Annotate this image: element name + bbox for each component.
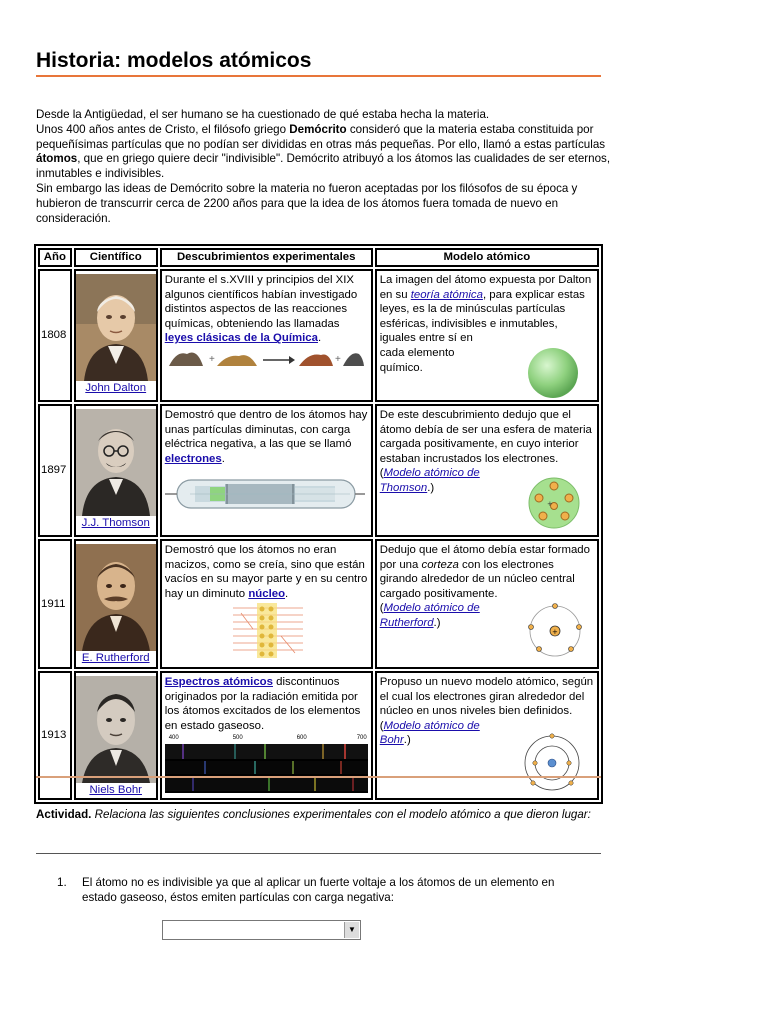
spectrum-tick-label: 700 [356, 735, 367, 742]
model-cell [375, 539, 599, 669]
activity-text: Relaciona las siguientes conclusiones experimentales con el modelo atómico a que dieron lugar: [91, 808, 591, 821]
model-text: Propuso un nuevo modelo atómico, según el cual los electrones giran alrededor del núcleo en unos niveles bien definidos. [379, 676, 594, 718]
page-title: Historia: modelos atómicos [36, 49, 312, 72]
model-cell [375, 671, 599, 800]
table-row [38, 269, 599, 402]
cathode-ray-tube-image [165, 472, 365, 516]
thomson-portrait-image [76, 409, 156, 516]
thomson-model-image [527, 476, 581, 530]
discovery-cell [160, 269, 373, 402]
scientist-link-rutherford[interactable]: E. Rutherford [81, 652, 150, 664]
scientist-link-bohr[interactable]: Niels Bohr [89, 784, 142, 796]
spectrum-tick-label: 600 [296, 735, 307, 742]
bohr-model-image [521, 733, 583, 793]
activity-instructions [36, 807, 596, 822]
model-text: Dedujo que el átomo debía estar formado por una corteza con los electrones girando alrededor de un núcleo central cargado positivamente. [379, 544, 590, 600]
year-cell: 1897 [38, 404, 72, 537]
discovery-cell [160, 539, 373, 669]
intro-paragraph-3: Sin embargo las ideas de Demócrito sobre la materia no fueron aceptadas por los filósofos de su época y hubieron de transcurrir cerca de 2200 años para que la idea de los átomos fuera tomada de nuevo en consideración. [36, 181, 578, 225]
discovery-text: Espectros atómicos discontinuos originados por la radiación emitida por los átomos excitados de los elementos en estado gaseoso. [164, 676, 361, 732]
rutherford-model-image [527, 603, 583, 659]
atomic-models-table [34, 244, 603, 804]
intro-text [36, 108, 611, 226]
title-divider [36, 75, 601, 77]
scientist-cell [74, 539, 158, 669]
question-text: El átomo no es indivisible ya que al aplicar un fuerte voltaje a los átomos de un elemento en estado gaseoso, éstos emiten partículas con carga negativa: [82, 876, 555, 904]
gold-foil-experiment-image [233, 603, 303, 658]
intro-paragraph-1: Desde la Antigüedad, el ser humano se ha cuestionado de qué estaba hecha la materia. [36, 108, 490, 121]
scientist-cell [74, 671, 158, 800]
year-cell: 1913 [38, 671, 72, 800]
chemical-reaction-image [165, 346, 365, 368]
model-text: De este descubrimiento dedujo que el átomo debía de ser una esfera de materia cargada positivamente, en cuyo interior estaban incrustados los electrones. [379, 409, 592, 465]
model-link-line: (Modelo atómico de Rutherford.) [379, 602, 480, 629]
svg-text:+: + [208, 353, 215, 365]
header-discoveries: Descubrimientos experimentales [160, 248, 373, 267]
discovery-cell [160, 404, 373, 537]
spectrum-scale [165, 735, 368, 744]
header-year: Año [38, 248, 72, 267]
atomic-spectra-link[interactable]: Espectros atómicos [164, 676, 273, 688]
header-scientist: Científico [74, 248, 158, 267]
atomic-spectrum [165, 735, 368, 793]
spectrum-tick-label: 500 [232, 735, 243, 742]
table-row [38, 404, 599, 537]
activity-label: Actividad. [36, 808, 92, 821]
answer-select-1[interactable] [162, 920, 361, 940]
year-cell: 1808 [38, 269, 72, 402]
scientist-link-dalton[interactable]: John Dalton [85, 382, 147, 394]
intro-paragraph-2: Unos 400 años antes de Cristo, el filósofo griego Demócrito consideró que la materia estaba constituida por pequeñísimas partículas que no podían ser divididas en otras más pequeñas. Por ello, llamó a estas partículas átomos, que en griego quiere decir "indivisible". Demócrito atribuyó a los átomos las cualidades de ser eternos, inmutables e indivisibles. [36, 122, 611, 181]
year-cell: 1911 [38, 539, 72, 669]
chevron-down-icon[interactable]: ▼ [344, 922, 359, 938]
atomic-theory-link[interactable]: teoría atómica [410, 288, 483, 301]
model-link-line: (Modelo atómico de Thomson.) [379, 467, 480, 494]
rutherford-portrait-image [76, 544, 156, 651]
table-row [38, 671, 599, 800]
model-link-line: (Modelo atómico de Bohr.) [379, 719, 480, 747]
bohr-portrait-image [76, 676, 156, 783]
model-cell [375, 404, 599, 537]
svg-text:+: + [334, 353, 341, 365]
header-model: Modelo atómico [375, 248, 599, 267]
discovery-text: Durante el s.XVIII y principios del XIX algunos científicos habían investigado distintos aspectos de las reacciones químicas, obteniendo las llamadas leyes clásicas de la Química. [164, 274, 358, 345]
electrons-link[interactable]: electrones [164, 452, 222, 465]
discovery-cell [160, 671, 373, 800]
model-text: La imagen del átomo expuesta por Dalton en su teoría atómica, para explicar estas leyes, es la de minúsculas partículas esféricas, indivisibles e inmutables, [379, 274, 592, 330]
svg-text:+: + [546, 500, 553, 508]
spectrum-tick-label: 400 [168, 735, 179, 742]
model-text-continued: iguales entre sí en cada elemento químico. [379, 332, 473, 374]
spectrum-image [165, 744, 368, 793]
discovery-text: Demostró que dentro de los átomos hay unas partículas diminutas, con carga eléctrica negativa, a las que se llamó electrones. [164, 409, 368, 465]
classical-laws-link[interactable]: leyes clásicas de la Química [164, 332, 318, 345]
question-number: 1. [57, 876, 67, 889]
table-bottom-divider [36, 776, 601, 778]
nucleus-link[interactable]: núcleo [248, 587, 286, 600]
dalton-portrait-image [76, 274, 156, 381]
activity-divider [36, 853, 601, 854]
rutherford-model-link[interactable]: Modelo atómico de Rutherford [379, 602, 480, 629]
bohr-model-link[interactable]: Modelo atómico de Bohr [379, 719, 480, 747]
model-cell [375, 269, 599, 402]
svg-text:+: + [551, 628, 558, 636]
scientist-cell [74, 404, 158, 537]
scientist-link-thomson[interactable]: J.J. Thomson [81, 517, 150, 529]
scientist-cell [74, 269, 158, 402]
thomson-model-link[interactable]: Modelo atómico de Thomson [379, 467, 480, 494]
discovery-text: Demostró que los átomos no eran macizos, como se creía, sino que están vacíos en su mayor parte y en su centro hay un diminuto núcleo. [164, 544, 368, 600]
dalton-sphere-image [525, 345, 581, 401]
table-row [38, 539, 599, 669]
